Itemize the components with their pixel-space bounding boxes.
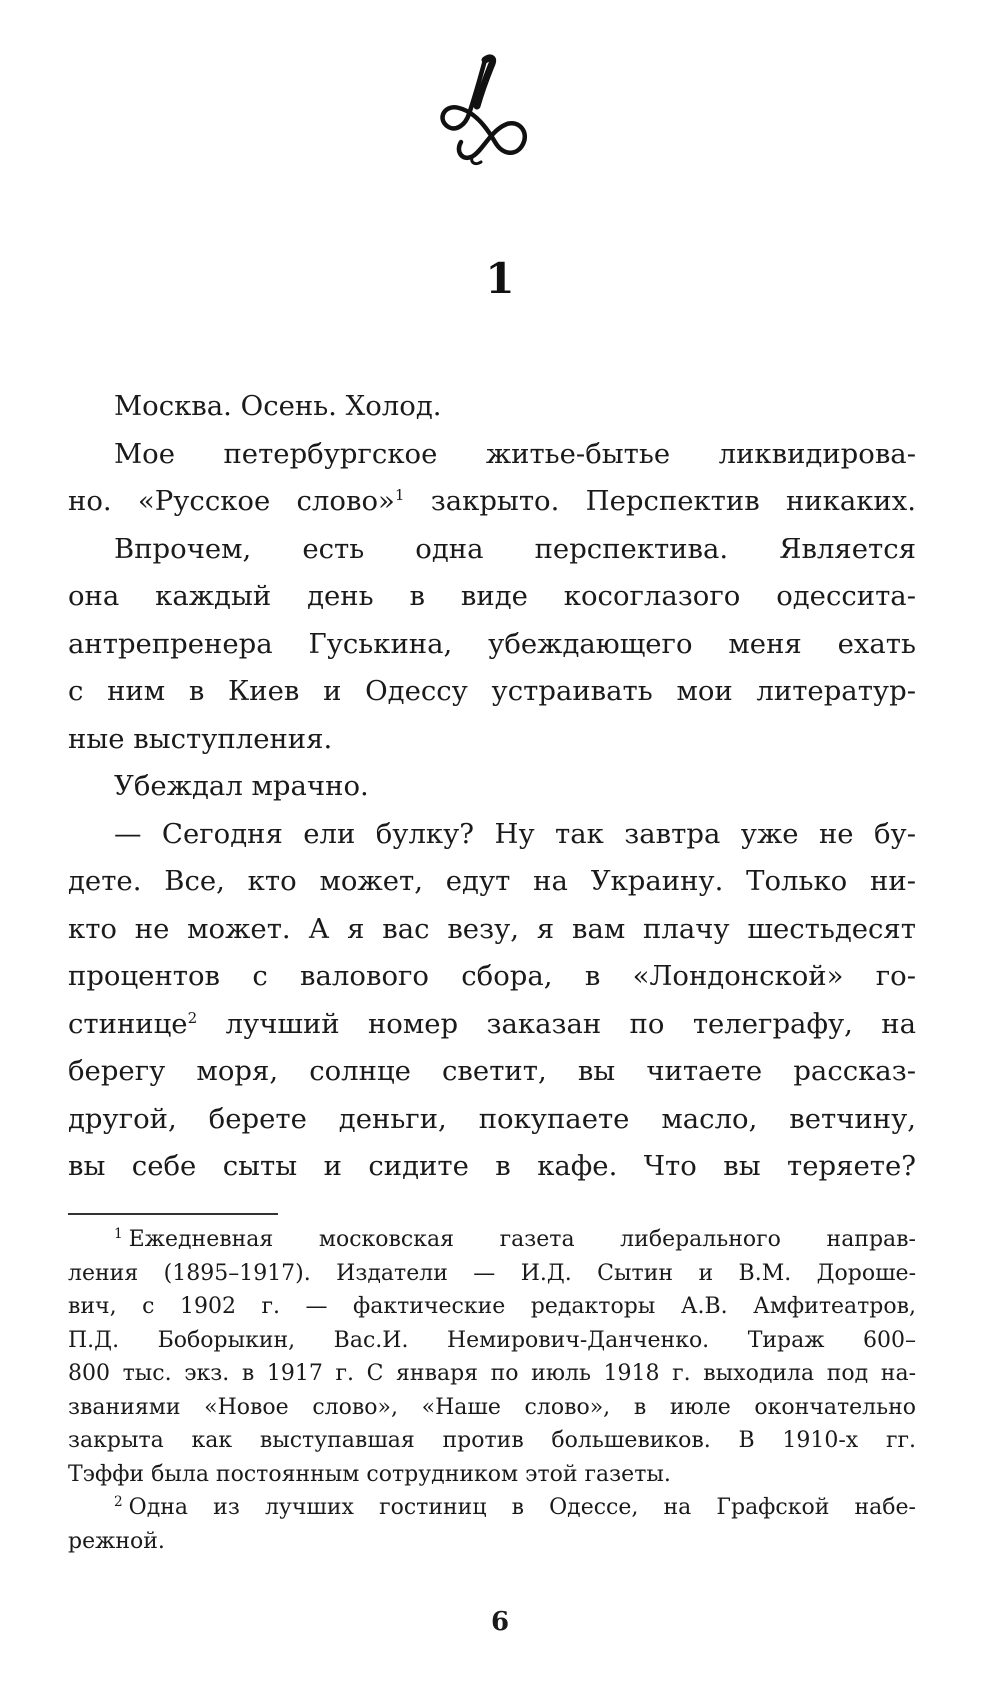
- footnote-1-line: П.Д. Боборыкин, Вас.И. Немирович-Данченко. Тираж 600–: [68, 1327, 916, 1353]
- footnote-1-line: вич, с 1902 г. — фактические редакторы А.В. Амфитеатров,: [68, 1294, 916, 1319]
- footnote-1-line: званиями «Новое слово», «Наше слово», в июле окончательно: [68, 1394, 916, 1420]
- footnote-1-line: Тэффи была постоянным сотрудником этой газеты.: [68, 1461, 671, 1487]
- footnote-text: Одна из лучших гостиниц в Одессе, на Графской набе-: [128, 1495, 916, 1520]
- text-line: она каждый день в виде косоглазого одессита-: [68, 580, 916, 612]
- text-fragment: но. «Русское слово»: [68, 485, 395, 517]
- main-text: [68, 383, 916, 1191]
- footnote-ref[interactable]: 2: [187, 1008, 198, 1027]
- text-line: процентов с валового сбора, в «Лондонской» го-: [68, 960, 916, 992]
- text-line: дете. Все, кто может, едут на Украину. Только ни-: [68, 865, 916, 897]
- footnotes: [68, 1223, 916, 1558]
- text-line: вы себе сыты и сидите в кафе. Что вы теряете?: [68, 1150, 916, 1182]
- text-line: [68, 1001, 916, 1049]
- calligraphic-flourish-icon: [425, 52, 555, 182]
- footnote-mark: 1: [114, 1225, 123, 1242]
- text-line: антрепренера Гуськина, убеждающего меня ехать: [68, 627, 916, 660]
- text-line: Впрочем, есть одна перспектива. Является: [114, 532, 916, 565]
- footnote-1-line: закрыта как выступавшая против большевиков. В 1910-х гг.: [68, 1428, 916, 1453]
- footnote-ref[interactable]: 1: [394, 485, 405, 504]
- text-line: Москва. Осень. Холод.: [114, 390, 442, 422]
- text-line: ные выступления.: [68, 722, 333, 755]
- text-line: с ним в Киев и Одессу устраивать мои литератур-: [68, 675, 916, 707]
- text-line: Мое петербургское житье-бытье ликвидирова-: [114, 437, 916, 470]
- text-line: другой, берете деньги, покупаете масло, ветчину,: [68, 1102, 916, 1135]
- footnote-text: Ежедневная московская газета либерального направ-: [128, 1227, 916, 1252]
- text-line: — Сегодня ели булку? Ну так завтра уже не бу-: [114, 817, 916, 850]
- footnote-1-line: 800 тыс. экз. в 1917 г. С января по июль 1918 г. выходила под на-: [68, 1361, 916, 1386]
- text-line: Убеждал мрачно.: [114, 770, 369, 802]
- footnote-divider: [68, 1213, 278, 1215]
- text-line: берегу моря, солнце светит, вы читаете рассказ-: [68, 1055, 916, 1087]
- text-fragment: лучший номер заказан по телеграфу, на: [197, 1007, 916, 1040]
- footnote-2-line: [68, 1491, 916, 1525]
- chapter-number: 1: [485, 254, 515, 303]
- footnote-2-line: режной.: [68, 1528, 165, 1554]
- footnote-1-line: ления (1895–1917). Издатели — И.Д. Сытин и В.М. Дороше-: [68, 1260, 916, 1286]
- page-number: 6: [490, 1607, 510, 1637]
- footnote-mark: 2: [114, 1493, 123, 1510]
- text-fragment: закрыто. Перспектив никаких.: [404, 485, 916, 517]
- footnote-1-line: [68, 1223, 916, 1257]
- text-line: [68, 478, 916, 526]
- text-fragment: стинице: [68, 1007, 188, 1040]
- text-line: кто не может. А я вас везу, я вам плачу шестьдесят: [68, 912, 916, 945]
